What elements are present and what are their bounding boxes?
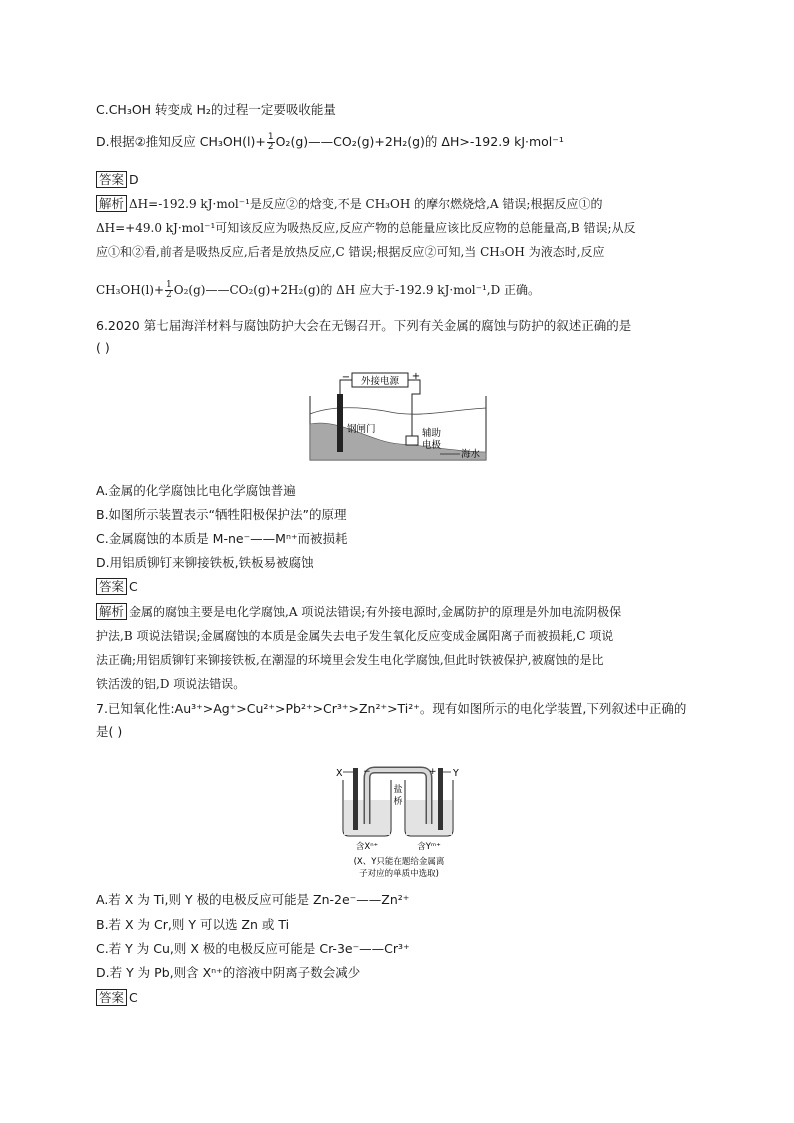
q6-analysis-line-4: 铁活泼的铝,D 项说法错误。 — [96, 677, 246, 691]
q6-answer — [96, 578, 138, 596]
figure-note-line-2: 子对应的单质中选取) — [359, 869, 439, 879]
q7-option-c: C.若 Y 为 Cu,则 X 极的电极反应可能是 Cr-3e⁻——Cr³⁺ — [96, 941, 410, 956]
q7-figure-galvanic-cell — [335, 764, 470, 882]
plus-sign: + — [429, 767, 437, 777]
figure-note-line-1: (X、Y只能在题给金属离 — [353, 857, 445, 867]
q7-option-d: D.若 Y 为 Pb,则含 Xⁿ⁺的溶液中阴离子数会减少 — [96, 965, 361, 980]
fraction-half: $\frac{1}{2}$ — [267, 132, 274, 152]
minus-sign: − — [341, 372, 351, 383]
auxiliary-electrode — [406, 436, 418, 445]
q5-option-d — [96, 133, 564, 152]
left-solution-label: 含Xⁿ⁺ — [355, 842, 379, 852]
wire-right — [408, 380, 420, 436]
q7-stem-line-1: 7.已知氧化性:Au³⁺>Ag⁺>Cu²⁺>Pb²⁺>Cr³⁺>Zn²⁺>Ti²⁺。现有如图所示的电化学装置,下列叙述中正确的 — [96, 701, 687, 716]
salt-bridge-label-2: 桥 — [393, 797, 403, 807]
answer-tag: 答案 — [96, 989, 127, 1006]
q5-analysis-line-2: ΔH=+49.0 kJ·mol⁻¹可知该反应为吸热反应,反应产物的总能量应该比反应物的总能量高,B 错误;从反 — [96, 221, 636, 235]
seabed — [310, 423, 486, 460]
q6-figure-steel-gate — [300, 364, 500, 464]
q6-analysis-line-1: 解析 金属的腐蚀主要是电化学腐蚀,A 项说法错误;有外接电源时,金属防护的原理是外加电流阴极保 — [96, 603, 621, 621]
q6-stem-line-2: ( ) — [96, 340, 110, 355]
electrode-x-label: X — [336, 768, 343, 779]
minus-sign: − — [363, 767, 371, 777]
right-solution-label: 含Yᵐ⁺ — [417, 842, 441, 852]
q5-analysis-line-3: 应①和②看,前者是吸热反应,后者是放热反应,C 错误;根据反应②可知,当 CH₃OH 为液态时,反应 — [96, 245, 605, 259]
answer-tag: 答案 — [96, 578, 127, 595]
q5-analysis-line-1: 解析 ΔH=-192.9 kJ·mol⁻¹是反应②的焓变,不是 CH₃OH 的摩尔燃烧焓,A 错误;根据反应①的 — [96, 195, 602, 213]
q6-option-a: A.金属的化学腐蚀比电化学腐蚀普遍 — [96, 483, 296, 498]
q5-option-d-prefix: D.根据②推知反应 CH₃OH(l)+ — [96, 134, 266, 149]
water-surface — [310, 408, 486, 414]
q5-analysis-line-4: CH₃OH(l)+ $\frac{1}{2}$ O₂(g)——CO₂(g)+2H₂(g)的 ΔH 应大于-192.9 kJ·mol⁻¹,D 正确。 — [96, 280, 541, 300]
power-supply-label: 外接电源 — [360, 376, 400, 387]
q6-stem-line-1: 6.2020 第七届海洋材料与腐蚀防护大会在无锡召开。下列有关金属的腐蚀与防护的叙述正确的是 — [96, 318, 632, 333]
steel-gate — [337, 394, 343, 452]
plus-sign: + — [411, 371, 421, 382]
q7-option-b: B.若 X 为 Cr,则 Y 可以选 Zn 或 Ti — [96, 917, 290, 932]
steel-gate-label: 钢闸门 — [347, 424, 376, 435]
answer-value: C — [129, 990, 138, 1005]
q5-answer — [96, 171, 139, 189]
salt-bridge-label-1: 盐 — [393, 785, 403, 795]
q6-analysis-line-3: 法正确;用铝质铆钉来铆接铁板,在潮湿的环境里会发生电化学腐蚀,但此时铁被保护,被腐蚀的是比 — [96, 653, 604, 667]
electrode-x — [353, 768, 358, 830]
answer-tag: 答案 — [96, 171, 127, 188]
analysis-tag: 解析 — [96, 195, 127, 212]
analysis-tag: 解析 — [96, 603, 127, 620]
q6-option-b: B.如图所示装置表示“牺牲阳极保护法”的原理 — [96, 507, 347, 522]
q6-option-d: D.用铝质铆钉来铆接铁板,铁板易被腐蚀 — [96, 555, 314, 570]
electrode-y-label: Y — [453, 768, 459, 779]
q6-option-c: C.金属腐蚀的本质是 M-ne⁻——Mⁿ⁺而被损耗 — [96, 531, 348, 546]
q5-option-c: C.CH₃OH 转变成 H₂的过程一定要吸收能量 — [96, 102, 336, 117]
auxiliary-electrode-label-2: 电极 — [422, 440, 442, 451]
auxiliary-electrode-label-1: 辅助 — [422, 428, 442, 439]
electrode-y — [438, 768, 443, 830]
q7-option-a: A.若 X 为 Ti,则 Y 极的电极反应可能是 Zn-2e⁻——Zn²⁺ — [96, 892, 410, 907]
q6-analysis-line-2: 护法,B 项说法错误;金属腐蚀的本质是金属失去电子发生氧化反应变成金属阳离子而被损耗,C 项说 — [96, 629, 614, 643]
fraction-half: $\frac{1}{2}$ — [166, 280, 172, 300]
q5-option-d-suffix: O₂(g)——CO₂(g)+2H₂(g)的 ΔH>-192.9 kJ·mol⁻¹ — [275, 134, 564, 149]
answer-value: D — [129, 172, 139, 187]
q7-stem-line-2: 是( ) — [96, 724, 123, 739]
q7-answer — [96, 989, 138, 1007]
seawater-label: 海水 — [461, 449, 481, 460]
answer-value: C — [129, 579, 138, 594]
